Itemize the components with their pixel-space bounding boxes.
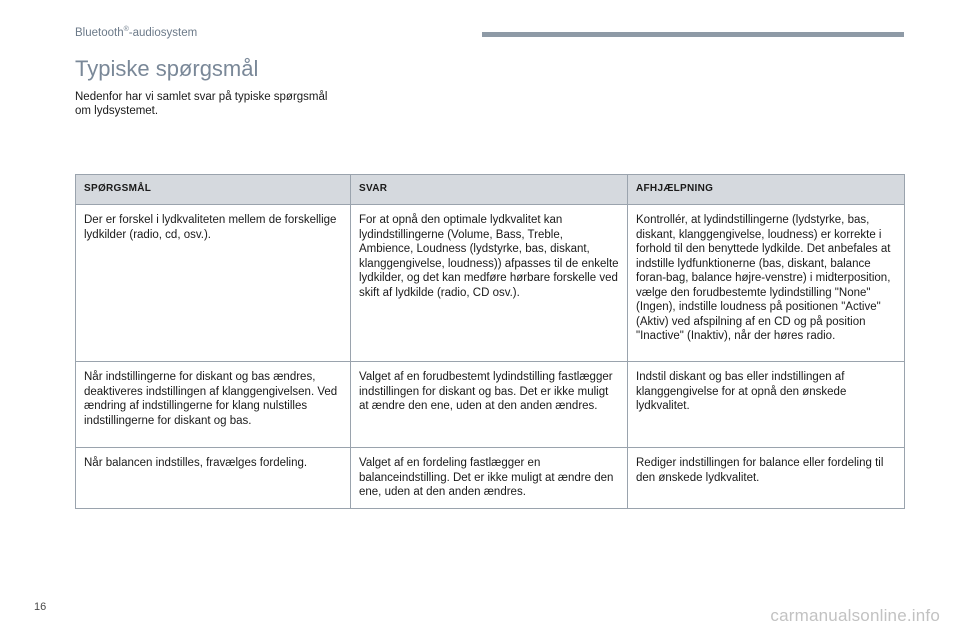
question-cell: Når balancen indstilles, fravælges fordeling. — [76, 448, 351, 509]
table-header-row — [76, 175, 905, 205]
answer-cell: Valget af en fordeling fastlægger en balanceindstilling. Det er ikke muligt at ændre den ene, uden at den anden ændres. — [351, 448, 628, 509]
section-header-rest: -audiosystem — [128, 26, 198, 39]
faq-table — [75, 174, 905, 509]
answer-cell: For at opnå den optimale lydkvalitet kan lydindstillingerne (Volume, Bass, Treble, Ambience, Loudness (lydstyrke, bas, diskant, klanggengivelse, loudness)) afpasses til de enkelte lydkilder, og det kan medføre hørbare forskelle ved skift af lydkilde (radio, CD osv.). — [351, 205, 628, 362]
header-rule — [482, 32, 904, 37]
section-header — [75, 26, 197, 39]
remedy-cell: Kontrollér, at lydindstillingerne (lydstyrke, bas, diskant, klanggengivelse, loudness) er korrekte i forhold til den benyttede lydkilde. Det anbefales at indstille lydfunktionerne (bas, diskant, balance foran-bag, balance højre-venstre) i midterposition, vælge den forudbestemte lydindstilling "None" (Ingen), indstille loudness på positionen "Active" (Aktiv) ved afspilning af en CD og på position "Inactive" (Inaktiv), når der høres radio. — [628, 205, 905, 362]
table-row — [76, 448, 905, 509]
registered-mark: ® — [123, 26, 129, 33]
table-row — [76, 205, 905, 362]
section-header-main: Bluetooth — [75, 26, 124, 39]
column-header-question: SPØRGSMÅL — [76, 175, 351, 205]
page-title: Typiske spørgsmål — [75, 56, 259, 81]
watermark: carmanualsonline.info — [770, 606, 940, 625]
remedy-cell: Rediger indstillingen for balance eller fordeling til den ønskede lydkvalitet. — [628, 448, 905, 509]
answer-cell: Valget af en forudbestemt lydindstilling fastlægger indstillingen for diskant og bas. Det er ikke muligt at ændre den ene, uden at den anden ændres. — [351, 362, 628, 448]
column-header-remedy: AFHJÆLPNING — [628, 175, 905, 205]
column-header-answer: SVAR — [351, 175, 628, 205]
question-cell: Der er forskel i lydkvaliteten mellem de forskellige lydkilder (radio, cd, osv.). — [76, 205, 351, 362]
remedy-cell: Indstil diskant og bas eller indstillingen af klanggengivelse for at opnå den ønskede lydkvalitet. — [628, 362, 905, 448]
intro-text: Nedenfor har vi samlet svar på typiske spørgsmål om lydsystemet. — [75, 91, 328, 117]
question-cell: Når indstillingerne for diskant og bas ændres, deaktiveres indstillingen af klanggengivelsen. Ved ændring af indstillingerne for klang nulstilles indstillingerne for diskant og bas. — [76, 362, 351, 448]
page-number: 16 — [34, 601, 47, 613]
table-row — [76, 362, 905, 448]
